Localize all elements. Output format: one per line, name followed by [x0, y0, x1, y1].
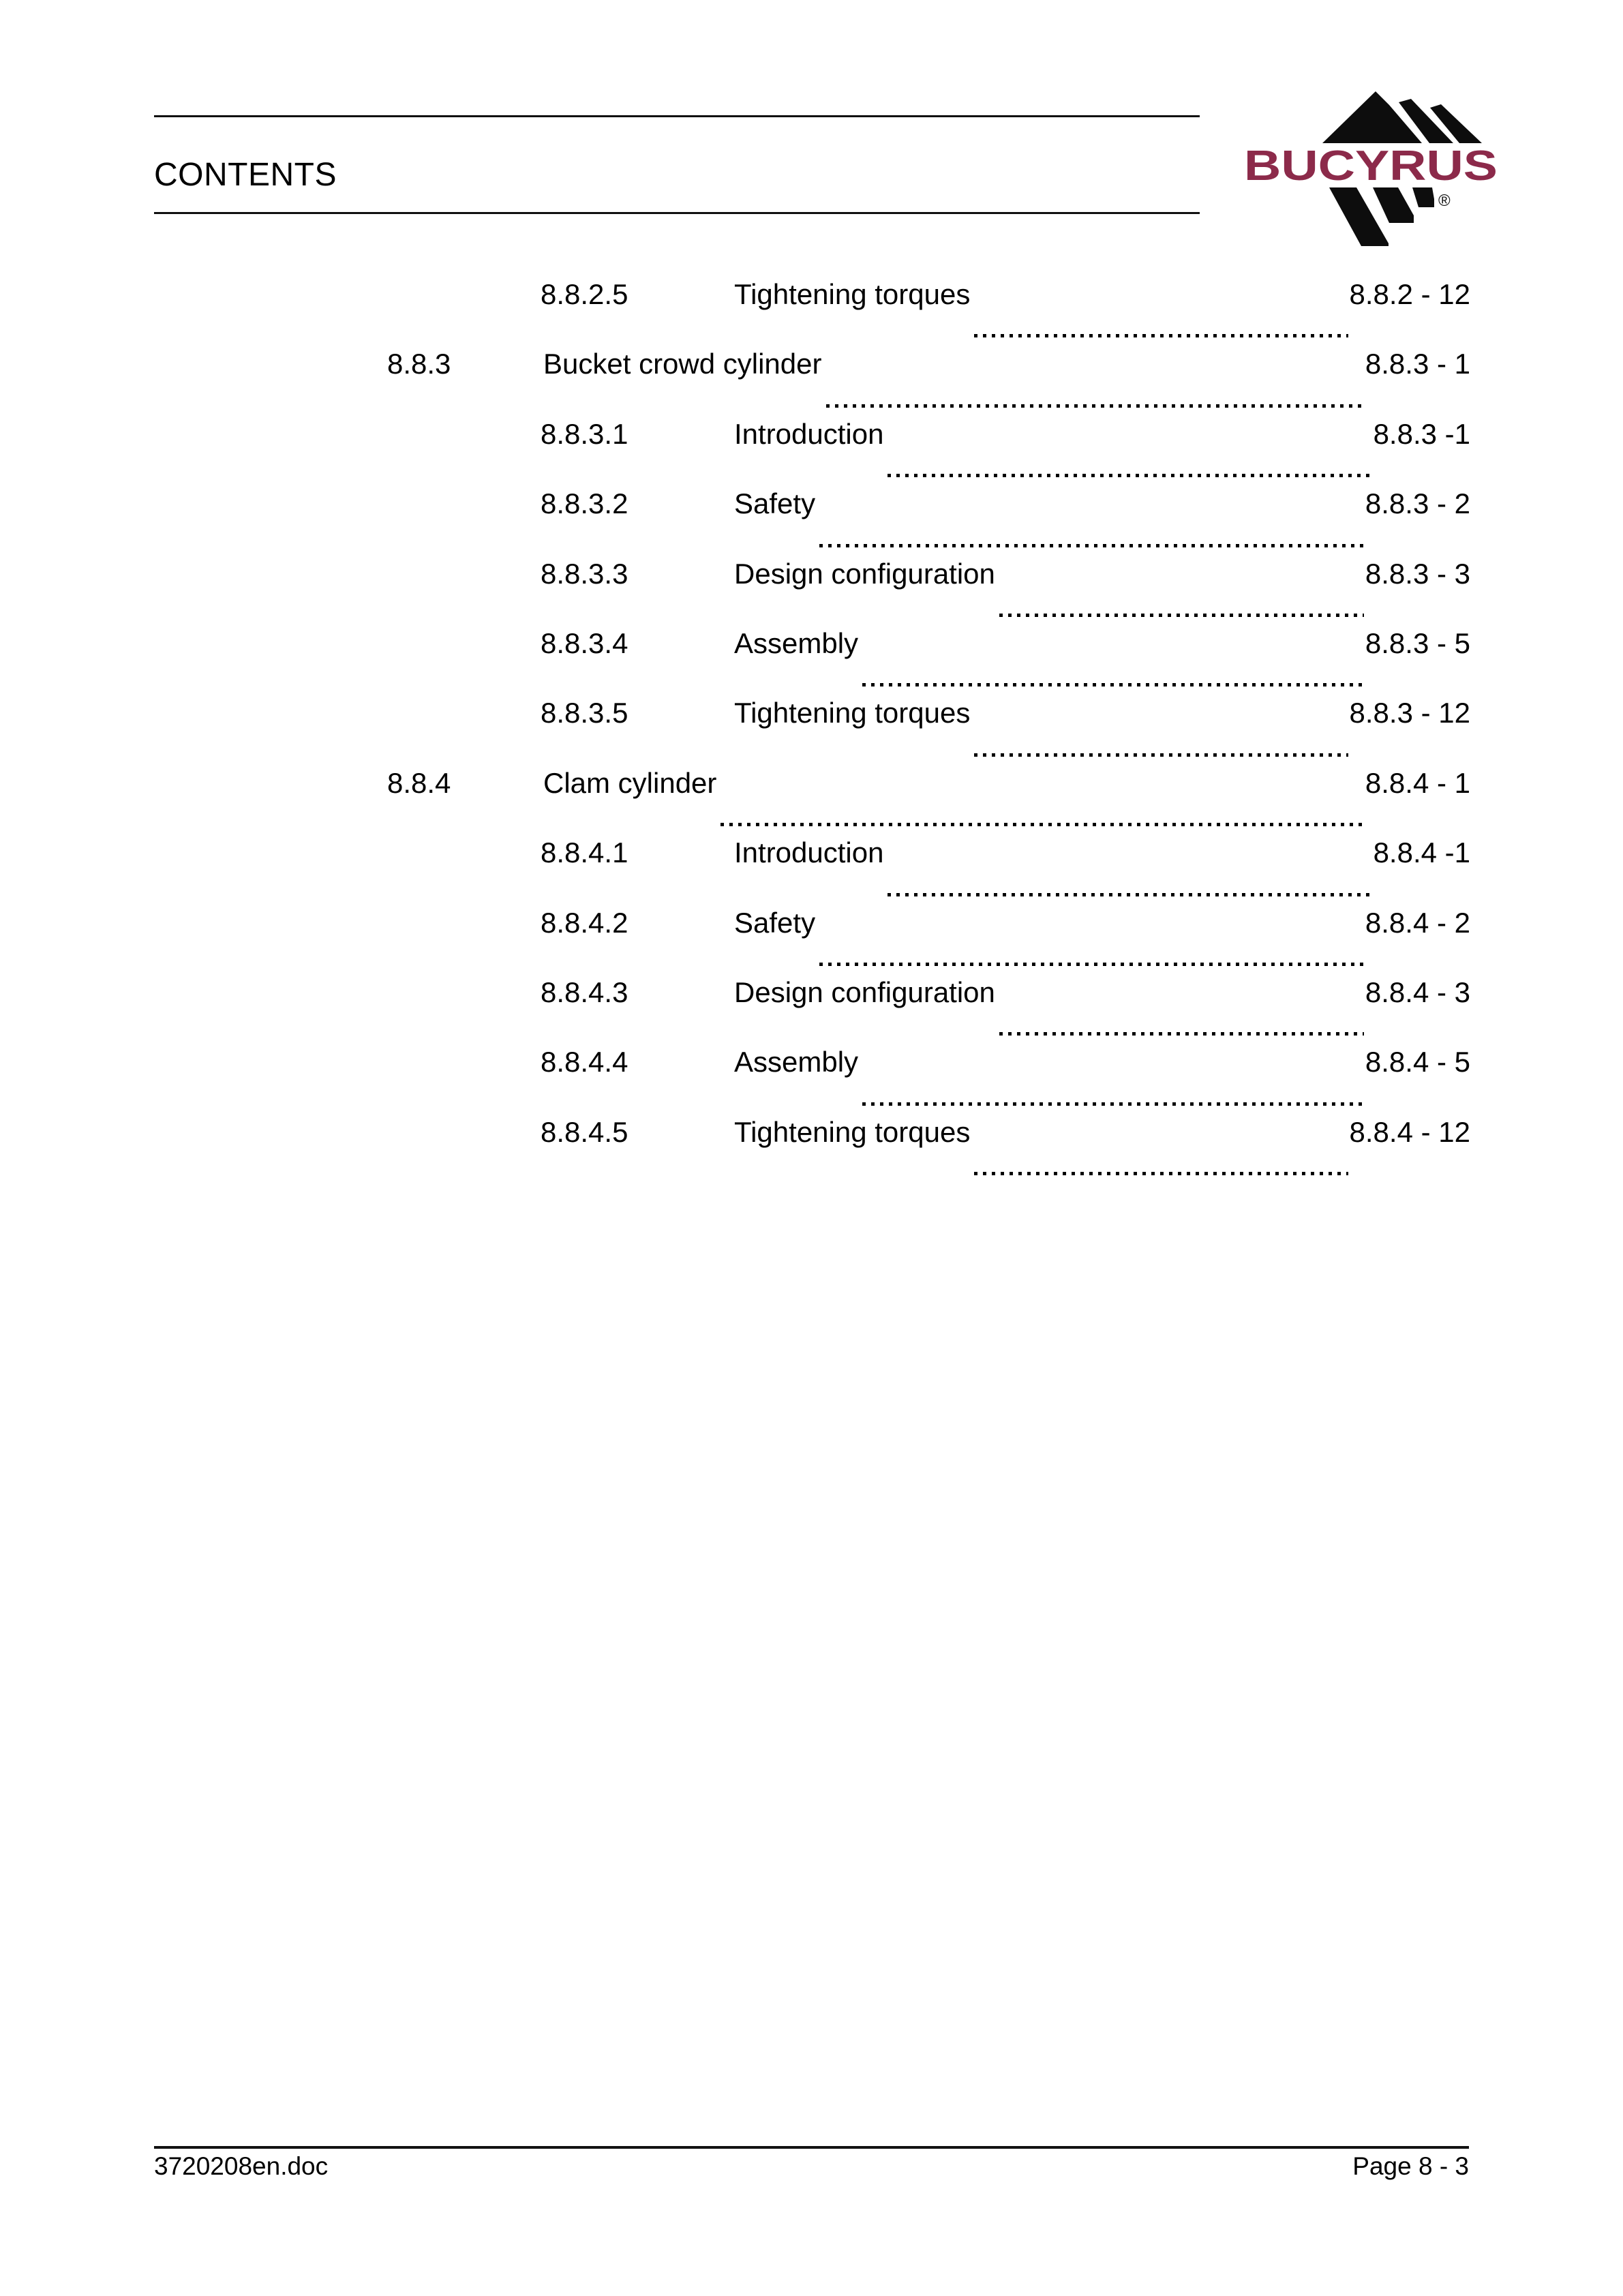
toc-entry	[387, 274, 1470, 344]
toc-entry-number: 8.8.4	[387, 766, 451, 799]
toc-entry-title: Tightening torques	[734, 1115, 971, 1148]
toc-entry-number: 8.8.3.2	[541, 487, 628, 520]
footer-filename: 3720208en.doc	[154, 2152, 329, 2180]
bucyrus-logo	[1227, 82, 1520, 280]
toc-entry	[387, 483, 1470, 553]
toc-entry-number: 8.8.4.3	[541, 976, 628, 1008]
dot-leader	[888, 893, 1371, 896]
toc-entry-title: Clam cylinder	[543, 766, 717, 799]
toc-entry-page-ref: 8.8.3 - 2	[1365, 487, 1470, 520]
footer-page-number: Page 8 - 3	[1352, 2152, 1469, 2180]
dot-leader	[819, 963, 1364, 966]
toc-entry	[387, 414, 1470, 483]
toc-entry	[387, 832, 1470, 902]
toc-entry-number: 8.8.4.2	[541, 906, 628, 939]
toc-entry-page-ref: 8.8.3 -1	[1373, 417, 1470, 450]
registered-trademark-icon: ®	[1438, 192, 1451, 210]
dot-leader	[721, 823, 1363, 826]
toc-entry-title: Design configuration	[734, 976, 995, 1008]
toc-entry-page-ref: 8.8.4 - 5	[1365, 1046, 1470, 1078]
toc-entry-page-ref: 8.8.3 - 3	[1365, 557, 1470, 590]
toc-entry-title: Bucket crowd cylinder	[543, 348, 822, 380]
header-divider-bottom	[154, 212, 1200, 214]
toc-entry-number: 8.8.3.1	[541, 417, 628, 450]
toc-entry-page-ref: 8.8.2 - 12	[1349, 278, 1470, 310]
toc-entry	[387, 763, 1470, 832]
toc-list	[387, 274, 1470, 1181]
toc-entry-number: 8.8.3.4	[541, 626, 628, 659]
toc-entry-page-ref: 8.8.4 - 1	[1365, 766, 1470, 799]
toc-entry-number: 8.8.3.5	[541, 697, 628, 729]
toc-entry-page-ref: 8.8.4 - 12	[1349, 1115, 1470, 1148]
toc-entry-page-ref: 8.8.3 - 5	[1365, 626, 1470, 659]
toc-entry-number: 8.8.4.4	[541, 1046, 628, 1078]
dot-leader	[888, 474, 1371, 477]
dot-leader	[862, 1102, 1364, 1106]
toc-entry-page-ref: 8.8.4 - 3	[1365, 976, 1470, 1008]
page-title: CONTENTS	[154, 157, 337, 193]
toc-entry-page-ref: 8.8.4 - 2	[1365, 906, 1470, 939]
dot-leader	[974, 334, 1348, 337]
toc-entry-number: 8.8.3	[387, 348, 451, 380]
toc-entry-title: Design configuration	[734, 557, 995, 590]
dot-leader	[826, 404, 1364, 408]
toc-entry	[387, 344, 1470, 413]
toc-entry-title: Introduction	[734, 417, 884, 450]
toc-entry-page-ref: 8.8.3 - 1	[1365, 348, 1470, 380]
dot-leader	[974, 753, 1348, 757]
toc-entry-title: Tightening torques	[734, 278, 971, 310]
toc-entry-title: Assembly	[734, 1046, 859, 1078]
toc-entry	[387, 972, 1470, 1042]
bucyrus-wordmark: BUCYRUS	[1244, 142, 1498, 190]
toc-entry	[387, 903, 1470, 972]
toc-entry-title: Safety	[734, 906, 816, 939]
toc-entry	[387, 1042, 1470, 1111]
toc-entry	[387, 623, 1470, 693]
toc-entry-title: Assembly	[734, 626, 859, 659]
toc-entry-number: 8.8.4.5	[541, 1115, 628, 1148]
toc-entry-number: 8.8.2.5	[541, 278, 628, 310]
toc-entry-number: 8.8.4.1	[541, 836, 628, 869]
dot-leader	[999, 614, 1364, 617]
footer-divider	[154, 2146, 1469, 2149]
dot-leader	[862, 683, 1364, 686]
toc-entry-title: Safety	[734, 487, 816, 520]
toc-entry	[387, 1112, 1470, 1181]
dot-leader	[819, 544, 1364, 547]
toc-entry	[387, 554, 1470, 623]
toc-entry-page-ref: 8.8.3 - 12	[1349, 697, 1470, 729]
toc-entry-title: Tightening torques	[734, 697, 971, 729]
toc-entry-title: Introduction	[734, 836, 884, 869]
toc-entry-page-ref: 8.8.4 -1	[1373, 836, 1470, 869]
toc-entry-number: 8.8.3.3	[541, 557, 628, 590]
dot-leader	[974, 1172, 1348, 1175]
toc-entry	[387, 693, 1470, 762]
dot-leader	[999, 1032, 1364, 1036]
header-divider-top	[154, 115, 1200, 117]
